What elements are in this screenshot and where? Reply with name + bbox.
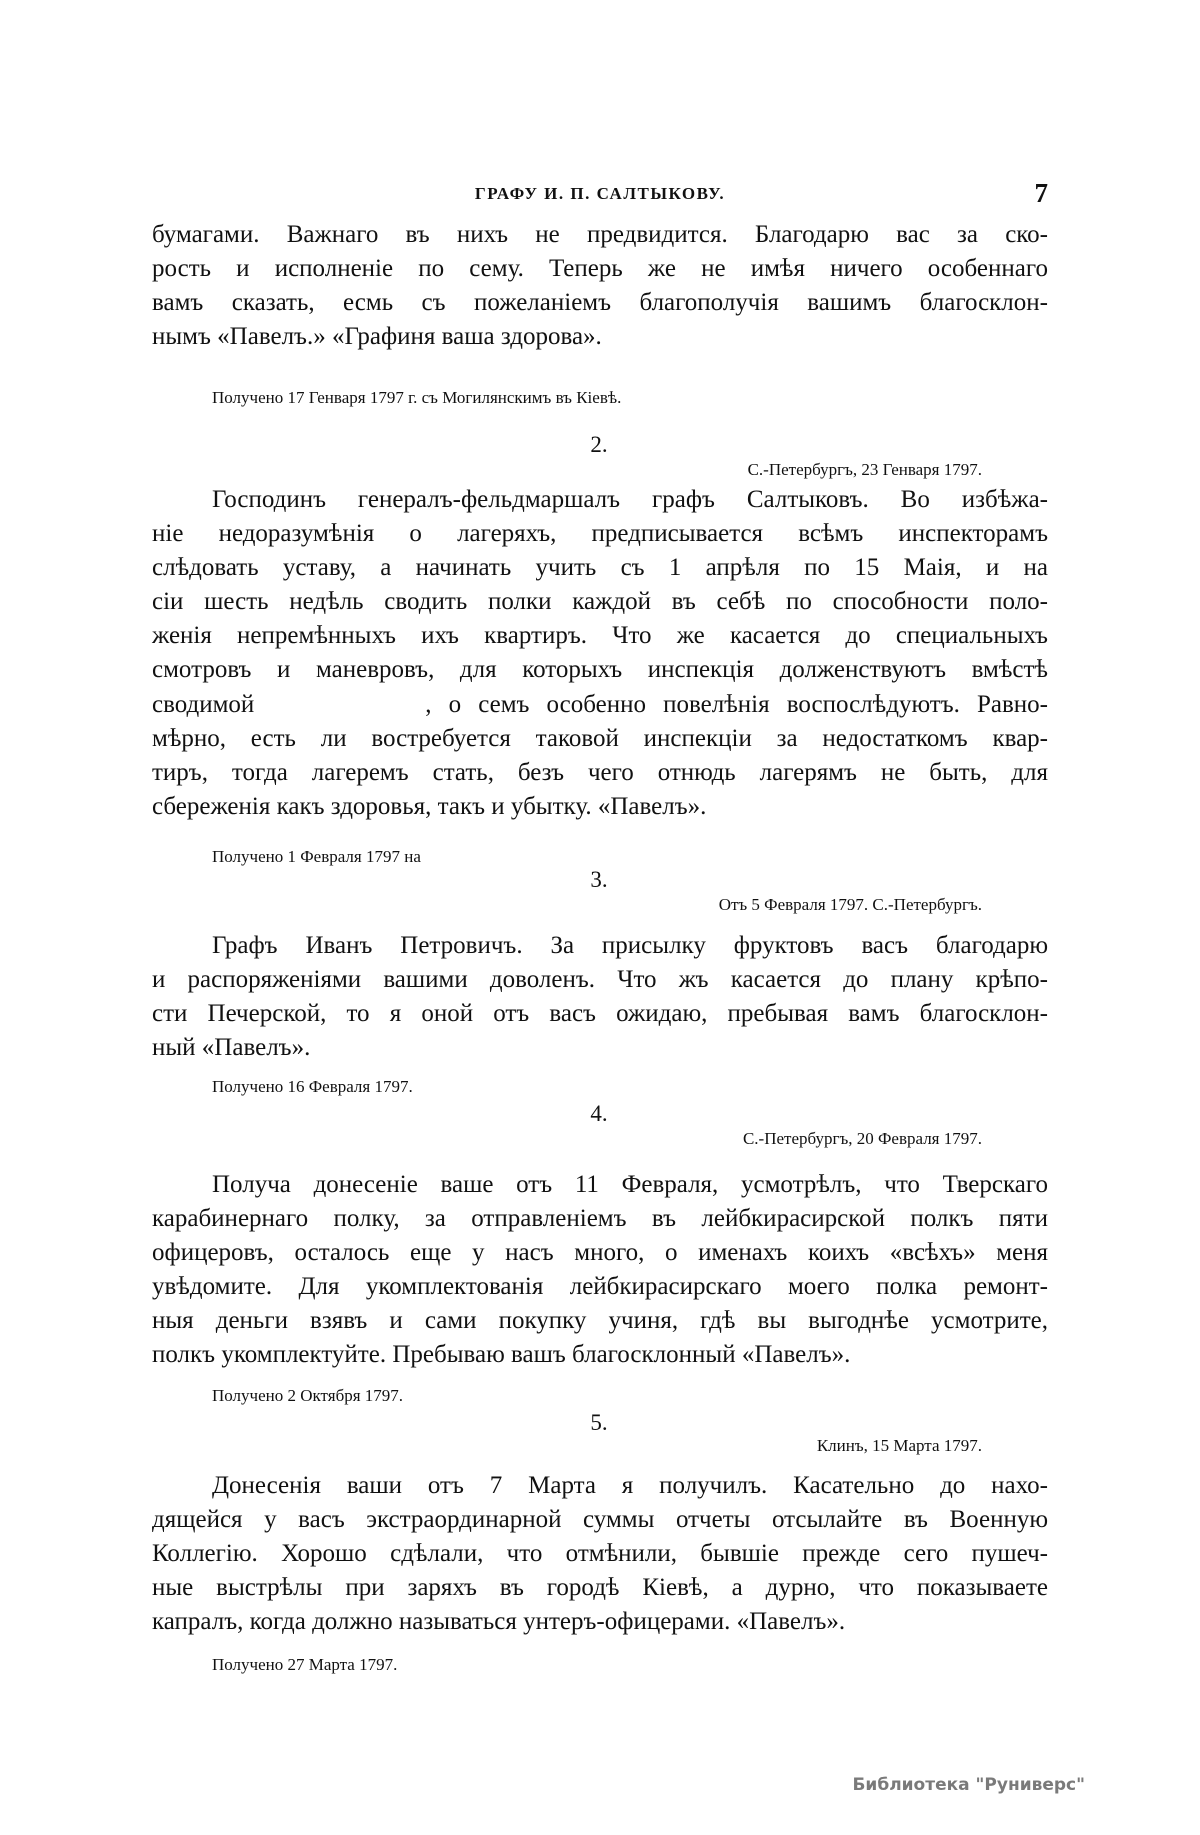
text-line: женія непремѣнныхъ ихъ квартиръ. Что же касается до специальныхъ — [152, 622, 1048, 649]
letter-number — [0, 1100, 1200, 1128]
text-line: сти Печерской, то я оной отъ васъ ожидаю, пребывая вамъ благосклон- — [152, 1000, 1048, 1027]
text-line: Господинъ генералъ-фельдмаршалъ графъ Салтыковъ. Во избѣжа- — [212, 486, 1048, 513]
text-line: нымъ «Павелъ.» «Графиня ваша здорова». — [152, 323, 602, 350]
text-line: смотровъ и маневровъ, для которыхъ инспекція долженствуютъ вмѣстѣ — [152, 656, 1048, 683]
letter-dateline: Клинъ, 15 Марта 1797. — [816, 1436, 982, 1455]
letter-dateline: С.-Петербургъ, 23 Генваря 1797. — [747, 460, 982, 479]
text-line: карабинернаго полку, за отправленіемъ въ лейбкирасирской полкъ пяти — [152, 1205, 1048, 1232]
text-line: и распоряженіями вашими доволенъ. Что жъ касается до плану крѣпо- — [152, 966, 1048, 993]
text-line: бумагами. Важнаго въ нихъ не предвидится. Благодарю вас за ско- — [152, 221, 1048, 248]
text-line: сбереженія какъ здоровья, такъ и убытку. «Павелъ». — [152, 793, 707, 820]
text-line: офицеровъ, осталось еще у насъ много, о именахъ коихъ «всѣхъ» меня — [152, 1239, 1048, 1266]
letter-number-text: 3. — [590, 867, 608, 892]
letter-number — [0, 431, 1200, 459]
text-line: Коллегію. Хорошо сдѣлали, что отмѣнили, бывшіе прежде сего пушеч- — [152, 1540, 1048, 1567]
text-line: слѣдовать уставу, а начинать учить съ 1 апрѣля по 15 Маія, и на — [152, 554, 1048, 581]
text-line: сіи шесть недѣль сводить полки каждой въ себѣ по способности поло- — [152, 588, 1048, 615]
text-line: мѣрно, есть ли востребуется таковой инспекціи за недостаткомъ квар- — [152, 725, 1048, 752]
received-note: Получено 16 Февраля 1797. — [212, 1077, 413, 1096]
received-note: Получено 27 Марта 1797. — [212, 1655, 398, 1674]
text-line: тиръ, тогда лагеремъ стать, безъ чего отнюдь лагерямъ не быть, для — [152, 759, 1048, 786]
page-number: 7 — [1034, 178, 1048, 208]
text-line: ныя деньги взявъ и сами покупку учиня, гдѣ вы выгоднѣе усмотрите, — [152, 1307, 1048, 1334]
text-line: Донесенія ваши отъ 7 Марта я получилъ. Касательно до нахо- — [212, 1472, 1048, 1499]
library-watermark: Библиотека "Руниверс" — [852, 1775, 1085, 1795]
letter-dateline: С.-Петербургъ, 20 Февраля 1797. — [742, 1129, 982, 1148]
letter-dateline: Отъ 5 Февраля 1797. С.-Петербургъ. — [718, 895, 982, 914]
letter-number-text: 4. — [590, 1101, 608, 1126]
text-line: ный «Павелъ». — [152, 1034, 311, 1061]
text-line: Графъ Иванъ Петровичъ. За присылку фруктовъ васъ благодарю — [212, 932, 1048, 959]
text-line: ніе недоразумѣнія о лагеряхъ, предписывается всѣмъ инспекторамъ — [152, 520, 1048, 547]
letter-number — [0, 1409, 1200, 1437]
text-line: капралъ, когда должно называться унтеръ-офицерами. «Павелъ». — [152, 1608, 846, 1635]
text-line: дящейся у васъ экстраординарной суммы отчеты отсылайте въ Военную — [152, 1506, 1048, 1533]
letter-number-text: 5. — [590, 1410, 608, 1435]
text-line: полкъ укомплектуйте. Пребываю вашъ благосклонный «Павелъ». — [152, 1341, 851, 1368]
text-line: увѣдомите. Для укомплектованія лейбкирасирскаго моего полка ремонт- — [152, 1273, 1048, 1300]
running-title: ГРАФУ И. П. САЛТЫКОВУ. — [474, 184, 726, 203]
text-line: ные выстрѣлы при заряхъ въ городѣ Кіевѣ, а дурно, что показываете — [152, 1574, 1048, 1601]
running-header — [152, 180, 1048, 210]
received-note: Получено 1 Февраля 1797 на — [212, 847, 421, 866]
letter-number-text: 2. — [590, 432, 608, 457]
text-line: Получа донесеніе ваше отъ 11 Февраля, усмотрѣлъ, что Тверскаго — [212, 1171, 1048, 1198]
received-note: Получено 2 Октября 1797. — [212, 1386, 404, 1405]
text-line: рость и исполненіе по сему. Теперь же не имѣя ничего особеннаго — [152, 255, 1048, 282]
letter-number — [0, 866, 1200, 894]
text-line: сводимой , о семъ особенно повелѣнія воспослѣдуютъ. Равно- — [152, 691, 1048, 718]
received-note: Получено 17 Генваря 1797 г. съ Могилянскимъ въ Кіевѣ. — [212, 388, 622, 407]
text-line: вамъ сказать, есмь съ пожеланіемъ благополучія вашимъ благосклон- — [152, 289, 1048, 316]
